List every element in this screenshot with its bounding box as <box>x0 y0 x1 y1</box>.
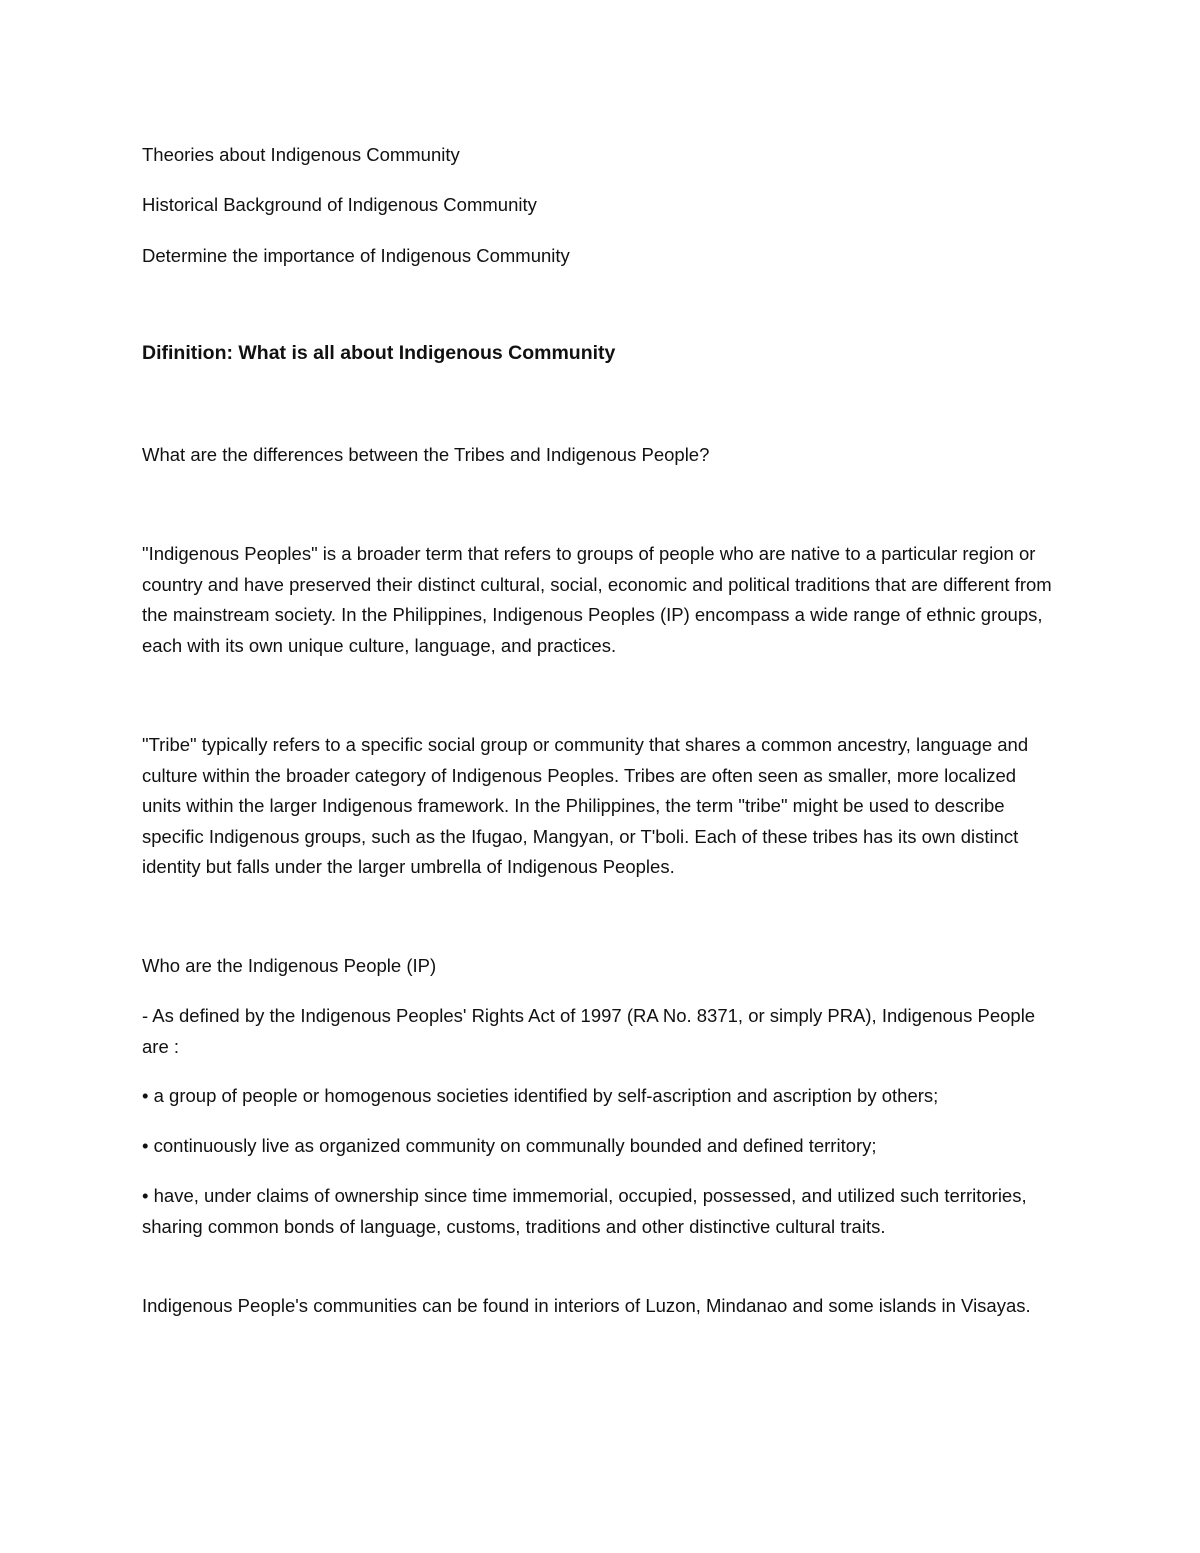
bullet-item <box>142 1181 1060 1242</box>
objective-historical-background: Historical Background of Indigenous Community <box>142 194 537 215</box>
bullet-item <box>142 1131 1060 1162</box>
ipra-definition: - As defined by the Indigenous Peoples' Rights Act of 1997 (RA No. 8371, or simply PRA), Indigenous People are : <box>142 1005 1036 1057</box>
location-paragraph: Indigenous People's communities can be found in interiors of Luzon, Mindanao and some islands in Visayas. <box>142 1295 1031 1316</box>
differences-question: What are the differences between the Tribes and Indigenous People? <box>142 444 710 465</box>
tribe-paragraph: "Tribe" typically refers to a specific social group or community that shares a common ancestry, language and culture within the broader category of Indigenous Peoples. Tribes are often seen as smaller, more localized units within the larger Indigenous framework. In the Philippines, the term "tribe" might be used to describe specific Indigenous groups, such as the Ifugao, Mangyan, or T'boli. Each of these tribes has its own distinct identity but falls under the larger umbrella of Indigenous Peoples. <box>142 734 1029 877</box>
bullet-item <box>142 1081 1060 1112</box>
bullet-icon: • <box>142 1185 149 1206</box>
bullet-icon: • <box>142 1085 149 1106</box>
document-page <box>142 0 1062 1553</box>
objective-theories: Theories about Indigenous Community <box>142 144 460 165</box>
objective-importance: Determine the importance of Indigenous Community <box>142 245 570 266</box>
bullet-text-organized-community: continuously live as organized community on communally bounded and defined territory; <box>153 1135 877 1156</box>
bullet-text-ownership-claims: have, under claims of ownership since time immemorial, occupied, possessed, and utilized such territories, sharing common bonds of language, customs, traditions and other distinctive cultural traits. <box>142 1185 1027 1237</box>
bullet-icon: • <box>142 1135 149 1156</box>
bullet-text-self-ascription: a group of people or homogenous societies identified by self-ascription and ascription by others; <box>153 1085 939 1106</box>
indigenous-peoples-paragraph: "Indigenous Peoples" is a broader term that refers to groups of people who are native to a particular region or country and have preserved their distinct cultural, social, economic and political traditions that are different from the mainstream society. In the Philippines, Indigenous Peoples (IP) encompass a wide range of ethnic groups, each with its own unique culture, language, and practices. <box>142 543 1052 656</box>
definition-heading: Difinition: What is all about Indigenous Community <box>142 342 616 364</box>
who-are-ip-heading: Who are the Indigenous People (IP) <box>142 955 437 976</box>
